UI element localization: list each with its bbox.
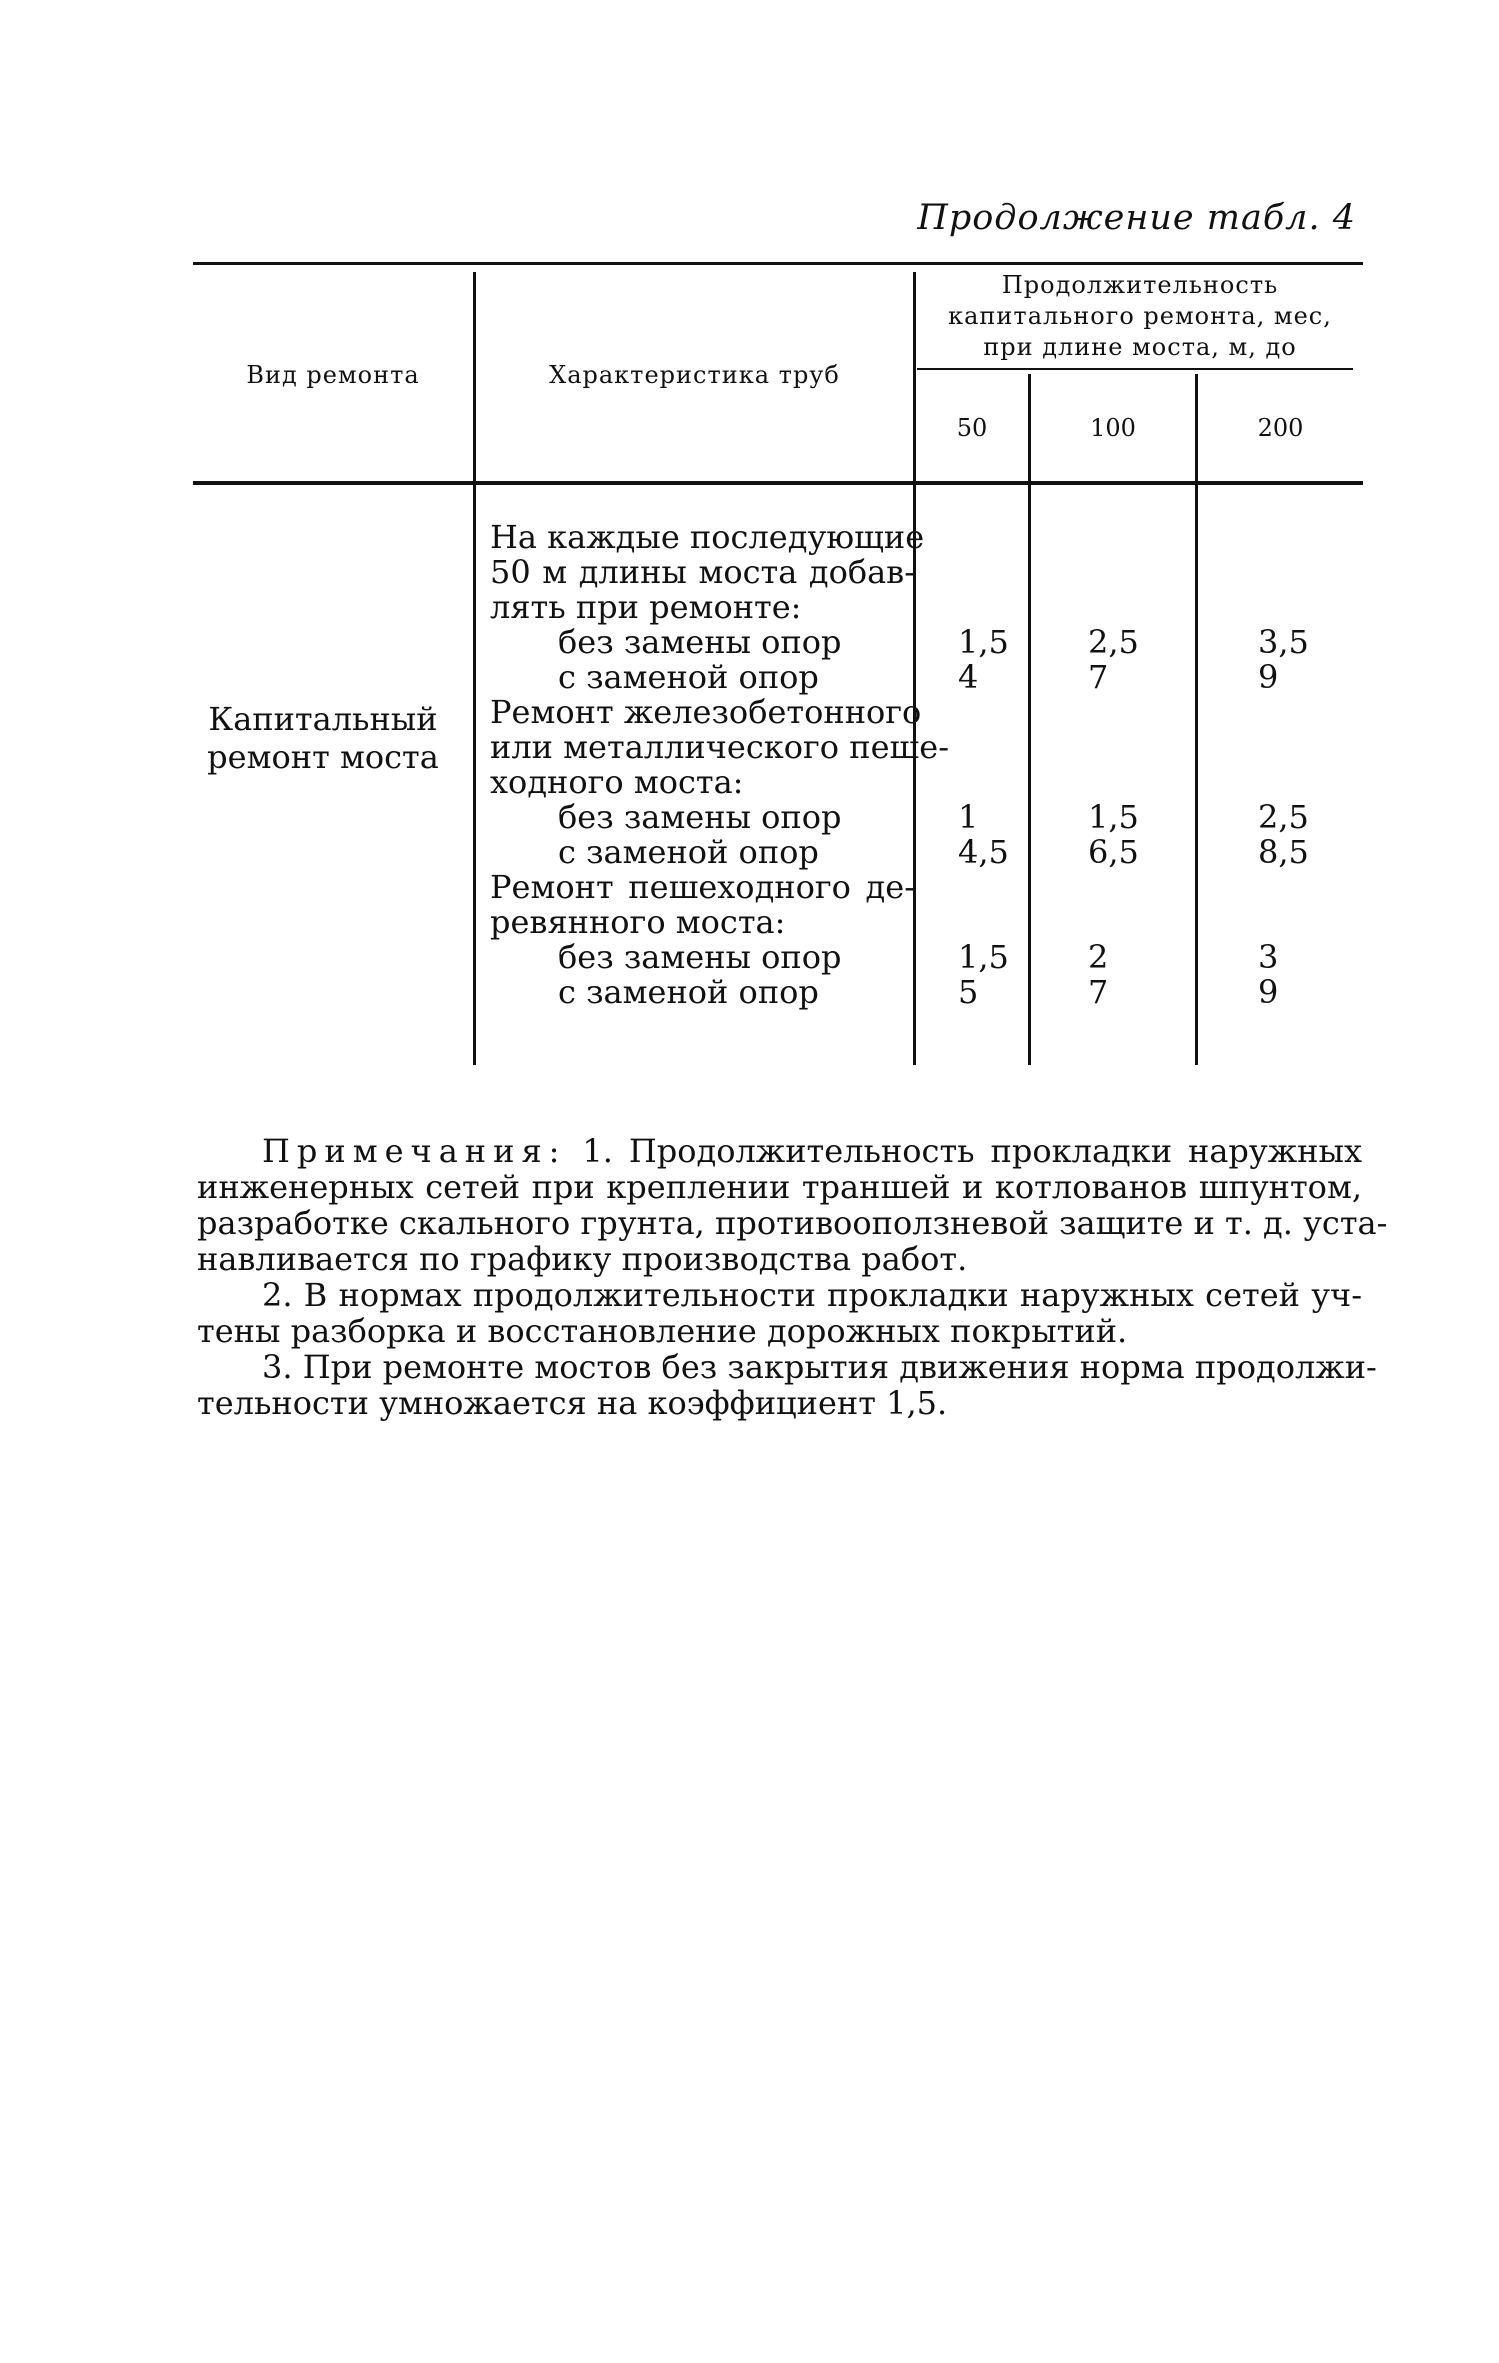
- header-type: Вид ремонта: [246, 361, 420, 389]
- table-cell: 7: [1088, 658, 1109, 696]
- note-3-line-2: тельности умножается на коэффициент 1,5.: [197, 1384, 948, 1422]
- table-cell: 1: [958, 798, 979, 836]
- pipe-characteristics: На каждые последующие 50 м длины моста добав- лять при ремонте: без замены опор с заменой опор Ремонт железобетонного или металлического пеше- ходного моста: без замены опор с заменой опор Ремонт пешеходного де- ревянного моста: без замены опор с заменой опор: [490, 518, 949, 1011]
- table-top-rule: [193, 262, 1363, 265]
- note-2-line-1: 2. В нормах продолжительности прокладки наружных сетей уч-: [262, 1276, 1362, 1314]
- table-cell: 2,5: [1088, 623, 1139, 661]
- table-cell: 1,5: [958, 623, 1009, 661]
- repair-type: Капитальный ремонт моста: [207, 700, 439, 776]
- duration-subheader-rule: [917, 368, 1353, 370]
- values-200: [1258, 520, 1309, 1010]
- table-cell: 7: [1088, 973, 1109, 1011]
- header-length-50: 50: [956, 414, 988, 442]
- table-cell: 6,5: [1088, 833, 1139, 871]
- table-cell: 9: [1258, 658, 1279, 696]
- note-1-line-2: инженерных сетей при креплении траншей и котлованов шпунтом,: [197, 1168, 1362, 1206]
- values-100: [1088, 520, 1139, 1010]
- table-cell: 1,5: [958, 938, 1009, 976]
- header-characteristics: Характеристика труб: [549, 361, 840, 389]
- table-cell: 2,5: [1258, 798, 1309, 836]
- table-cell: 4: [958, 658, 979, 696]
- table-cell: 1,5: [1088, 798, 1139, 836]
- header-length-200: 200: [1257, 414, 1304, 442]
- note-3-line-1: 3. При ремонте мостов без закрытия движения норма продолжи-: [262, 1348, 1377, 1386]
- col-divider-100: [1195, 374, 1198, 1065]
- table-cell: 4,5: [958, 833, 1009, 871]
- table-cell: 2: [1088, 938, 1109, 976]
- note-1-line-1: Примечания: 1. Продолжительность прокладки наружных: [262, 1132, 1363, 1170]
- table-caption: Продолжение табл. 4: [917, 198, 1356, 238]
- header-bottom-rule: [193, 481, 1363, 485]
- header-length-100: 100: [1090, 414, 1136, 442]
- table-cell: 3: [1258, 938, 1279, 976]
- notes: [197, 1132, 1388, 1422]
- table-cell: 5: [958, 973, 979, 1011]
- values-50: [958, 520, 1009, 1010]
- table-cell: 9: [1258, 973, 1279, 1011]
- note-1-line-3: разработке скального грунта, противооползневой защите и т. д. уста-: [197, 1204, 1388, 1242]
- table-cell: 3,5: [1258, 623, 1309, 661]
- col-divider-50: [1028, 374, 1031, 1065]
- notes-label: Примечания:: [262, 1132, 567, 1170]
- header-duration: Продолжительность капитального ремонта, мес, при длине моста, м, до: [948, 271, 1332, 361]
- table-cell: 8,5: [1258, 833, 1309, 871]
- note-2-line-2: тены разборка и восстановление дорожных покрытий.: [197, 1312, 1128, 1350]
- note-1-line-4: навливается по графику производства работ.: [197, 1240, 968, 1278]
